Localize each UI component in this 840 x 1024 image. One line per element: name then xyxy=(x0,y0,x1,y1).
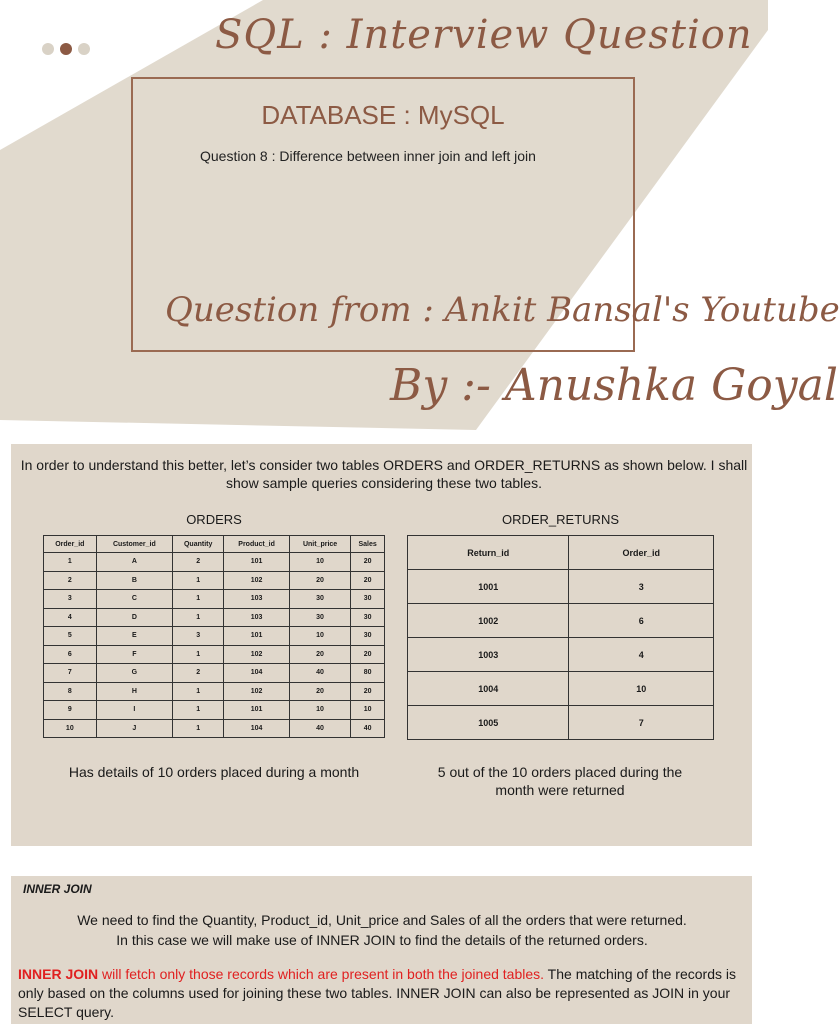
returns-cell: 1003 xyxy=(408,638,569,672)
orders-cell: F xyxy=(96,645,172,664)
returns-header-cell: Return_id xyxy=(408,536,569,570)
orders-cell: 1 xyxy=(173,608,224,627)
returns-cell: 6 xyxy=(569,604,714,638)
orders-caption: ORDERS xyxy=(186,512,242,527)
author-script: By :- Anushka Goyal xyxy=(390,360,838,411)
inner-join-line2: In this case we will make use of INNER JOIN to find the details of the returned orders. xyxy=(116,932,648,948)
orders-cell: H xyxy=(96,682,172,701)
orders-cell: 20 xyxy=(289,682,350,701)
orders-cell: 20 xyxy=(351,571,385,590)
returns-cell: 1001 xyxy=(408,570,569,604)
orders-cell: 101 xyxy=(224,701,290,720)
orders-header-cell: Customer_id xyxy=(96,536,172,553)
orders-cell: 20 xyxy=(351,682,385,701)
orders-cell: 30 xyxy=(351,608,385,627)
table-row xyxy=(44,571,385,590)
orders-cell: 101 xyxy=(224,627,290,646)
inner-join-explanation xyxy=(18,965,744,1022)
table-row xyxy=(44,645,385,664)
inner-join-term: INNER JOIN xyxy=(18,966,99,982)
returns-cell: 10 xyxy=(569,672,714,706)
returns-cell: 1005 xyxy=(408,706,569,740)
orders-cell: 2 xyxy=(173,664,224,683)
orders-cell: 3 xyxy=(44,590,97,609)
orders-cell: 103 xyxy=(224,608,290,627)
orders-cell: 80 xyxy=(351,664,385,683)
table-row xyxy=(408,604,714,638)
table-row xyxy=(408,570,714,604)
orders-cell: 40 xyxy=(289,664,350,683)
orders-cell: 30 xyxy=(289,608,350,627)
pagination-dots xyxy=(42,43,90,55)
orders-cell: 1 xyxy=(173,645,224,664)
returns-caption: ORDER_RETURNS xyxy=(501,512,619,527)
returns-footer: 5 out of the 10 orders placed during the month were returned xyxy=(437,764,683,798)
orders-cell: 1 xyxy=(173,701,224,720)
table-row xyxy=(408,706,714,740)
orders-cell: C xyxy=(96,590,172,609)
table-row xyxy=(408,672,714,706)
table-row xyxy=(408,638,714,672)
orders-cell: 1 xyxy=(173,682,224,701)
orders-cell: 1 xyxy=(173,719,224,738)
table-row xyxy=(44,608,385,627)
table-row xyxy=(44,664,385,683)
returns-cell: 1004 xyxy=(408,672,569,706)
orders-cell: 4 xyxy=(44,608,97,627)
returns-cell: 1002 xyxy=(408,604,569,638)
dot xyxy=(42,43,54,55)
table-row xyxy=(44,590,385,609)
source-script: Question from : Ankit Bansal's Youtube xyxy=(165,290,840,330)
orders-cell: 102 xyxy=(224,682,290,701)
orders-cell: 10 xyxy=(44,719,97,738)
database-title: DATABASE : MySQL xyxy=(261,100,505,130)
orders-cell: 9 xyxy=(44,701,97,720)
orders-cell: 104 xyxy=(224,664,290,683)
orders-cell: A xyxy=(96,553,172,572)
orders-cell: 1 xyxy=(44,553,97,572)
orders-cell: 10 xyxy=(289,701,350,720)
orders-cell: 30 xyxy=(289,590,350,609)
orders-cell: 7 xyxy=(44,664,97,683)
orders-cell: 5 xyxy=(44,627,97,646)
orders-cell: 10 xyxy=(289,553,350,572)
returns-table xyxy=(407,535,714,740)
orders-cell: J xyxy=(96,719,172,738)
dot xyxy=(78,43,90,55)
intro-text: In order to understand this better, let’s consider two tables ORDERS and ORDER_RETURNS as shown below. I shall show sample queries considering these two tables. xyxy=(20,457,748,491)
orders-cell: 20 xyxy=(289,645,350,664)
orders-cell: 6 xyxy=(44,645,97,664)
orders-header-cell: Unit_price xyxy=(289,536,350,553)
orders-cell: 103 xyxy=(224,590,290,609)
orders-cell: 20 xyxy=(289,571,350,590)
inner-join-line1: We need to find the Quantity, Product_id, Unit_price and Sales of all the orders that were returned. xyxy=(77,912,687,928)
orders-cell: 8 xyxy=(44,682,97,701)
table-row xyxy=(44,701,385,720)
orders-cell: 3 xyxy=(173,627,224,646)
returns-cell: 7 xyxy=(569,706,714,740)
orders-cell: G xyxy=(96,664,172,683)
orders-cell: 2 xyxy=(173,553,224,572)
inner-join-description xyxy=(20,910,744,950)
inner-join-title: INNER JOIN xyxy=(23,882,92,896)
orders-header-cell: Product_id xyxy=(224,536,290,553)
orders-cell: 40 xyxy=(351,719,385,738)
returns-cell: 3 xyxy=(569,570,714,604)
table-row xyxy=(44,719,385,738)
orders-cell: 30 xyxy=(351,590,385,609)
orders-cell: 102 xyxy=(224,645,290,664)
orders-cell: E xyxy=(96,627,172,646)
orders-header-cell: Quantity xyxy=(173,536,224,553)
orders-footer: Has details of 10 orders placed during a month xyxy=(68,764,360,780)
orders-table xyxy=(43,535,385,738)
inner-join-highlight: will fetch only those records which are present in both the joined tables. xyxy=(98,966,545,982)
orders-cell: 101 xyxy=(224,553,290,572)
orders-cell: B xyxy=(96,571,172,590)
orders-cell: 10 xyxy=(351,701,385,720)
table-row xyxy=(44,553,385,572)
table-row xyxy=(44,627,385,646)
orders-cell: 40 xyxy=(289,719,350,738)
dot-active xyxy=(60,43,72,55)
orders-header-cell: Order_id xyxy=(44,536,97,553)
title-script: SQL : Interview Question xyxy=(215,12,753,58)
orders-cell: I xyxy=(96,701,172,720)
orders-cell: 2 xyxy=(44,571,97,590)
orders-cell: 102 xyxy=(224,571,290,590)
orders-cell: 20 xyxy=(351,645,385,664)
orders-cell: 1 xyxy=(173,571,224,590)
inner-join-rest: The matching of the records is only based on the columns used for joining these two tables. INNER JOIN can also be represented as JOIN in your SELECT query. xyxy=(18,966,736,1020)
table-row xyxy=(44,682,385,701)
question-text: Question 8 : Difference between inner join and left join xyxy=(200,148,536,164)
returns-cell: 4 xyxy=(569,638,714,672)
orders-cell: D xyxy=(96,608,172,627)
orders-cell: 20 xyxy=(351,553,385,572)
returns-header-cell: Order_id xyxy=(569,536,714,570)
orders-header-cell: Sales xyxy=(351,536,385,553)
orders-cell: 1 xyxy=(173,590,224,609)
orders-cell: 10 xyxy=(289,627,350,646)
orders-cell: 104 xyxy=(224,719,290,738)
orders-cell: 30 xyxy=(351,627,385,646)
